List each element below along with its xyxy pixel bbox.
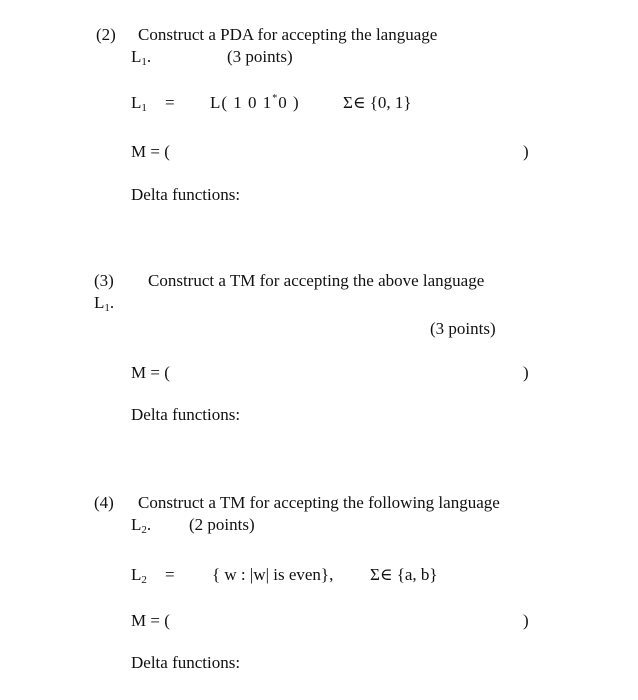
q2-delta-label: Delta functions: [131, 185, 241, 204]
q4-machine-open: M = ( [131, 611, 170, 630]
q2-language-name: $L_1$. [131, 47, 152, 68]
q4-alphabet: Σ∈ {a, b} [370, 565, 438, 584]
q3-delta-label: Delta functions: [131, 405, 241, 424]
q2-prompt: Construct a PDA for accepting the language [138, 25, 438, 44]
q2-definition-lhs: $L_1$ [131, 93, 147, 114]
q4-machine-close: ) [523, 611, 529, 630]
q2-points: (3 points) [227, 47, 293, 66]
q3-prompt: Construct a TM for accepting the above language [148, 271, 485, 290]
q4-language-name: $L_2$. [131, 515, 152, 536]
q2-machine-close: ) [523, 142, 529, 161]
q3-language-name: $L_1$. [94, 293, 115, 314]
q4-definition-equals: = [165, 565, 175, 584]
q3-number: (3) [94, 271, 114, 290]
q3-machine-open: M = ( [131, 363, 170, 382]
q4-points: (2 points) [189, 515, 255, 534]
q4-delta-label: Delta functions: [131, 653, 241, 672]
q4-number: (4) [94, 493, 114, 512]
q4-definition-rhs: { w : |w| is even}, [212, 565, 334, 584]
q2-number: (2) [96, 25, 116, 44]
q2-definition-equals: = [165, 93, 175, 112]
q2-machine-open: M = ( [131, 142, 170, 161]
q2-definition-rhs: L( 1 0 1*0 ) [210, 93, 300, 112]
q4-definition-lhs: $L_2$ [131, 565, 147, 586]
q4-prompt: Construct a TM for accepting the following language [138, 493, 500, 512]
q3-points: (3 points) [430, 319, 496, 338]
q3-machine-close: ) [523, 363, 529, 382]
q2-alphabet: Σ∈ {0, 1} [343, 93, 412, 112]
